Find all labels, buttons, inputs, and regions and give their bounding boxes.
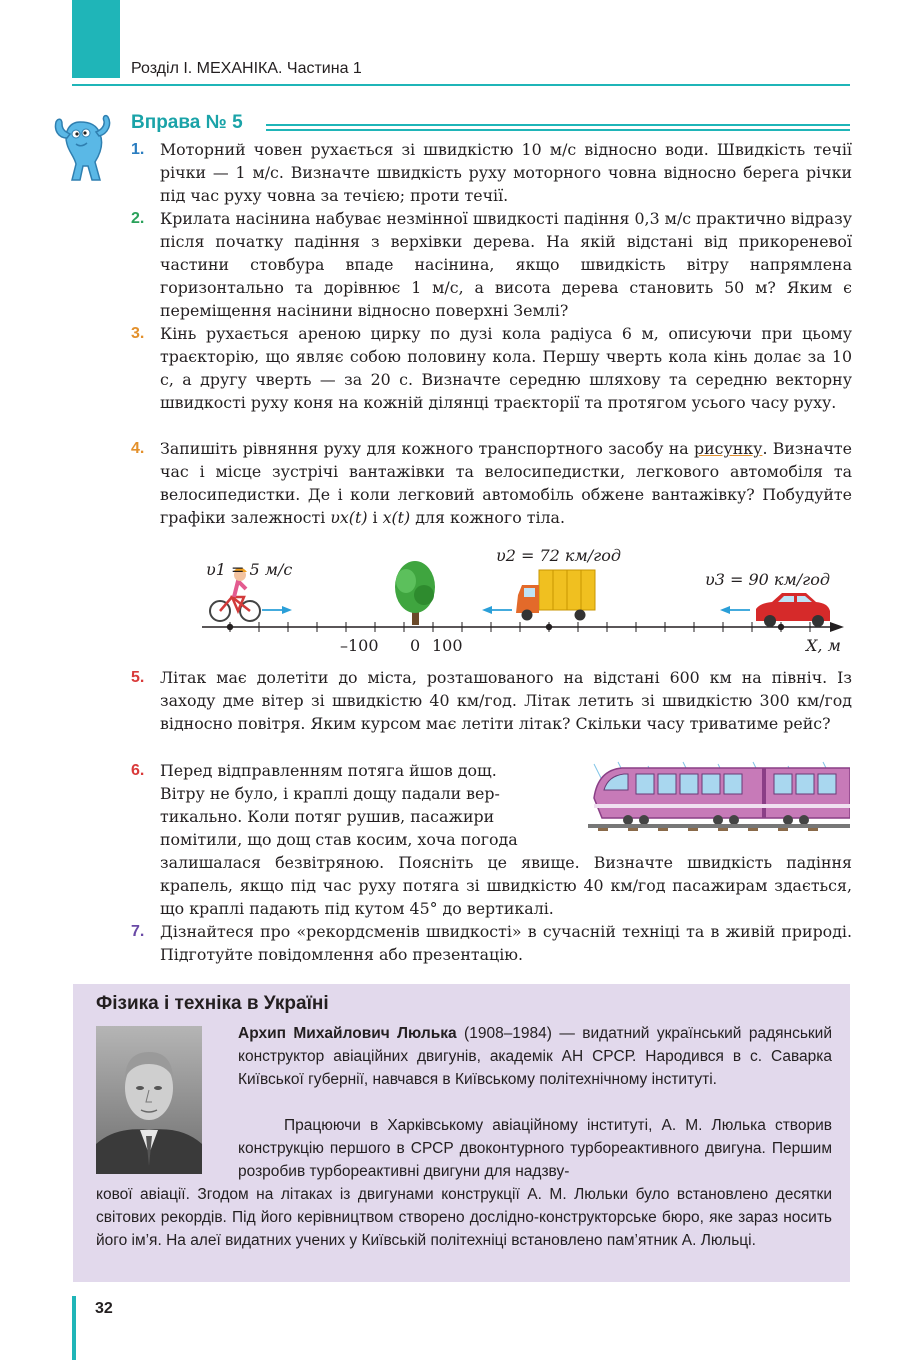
formula-x: x(t) (382, 508, 411, 527)
bio-paragraph-2: Працюючи в Харківському авіаційному інституті, А. М. Люлька створив конструкцію першого в СРСР двоконтурного турбореактивного двигуна. Першим розробив турбореактивні двигуни для надзву- (238, 1117, 832, 1180)
bio-paragraph-3: кової авіації. Згодом на літаках із двигунами конструкції А. М. Люльки було встановлено десятки світових рекордів. Під його керівництвом створено дослідно-конструкторське бюро, яке зараз носить його ім’я. На алеї видатних учених у Київській політехніці встановлено пам’ятник А. Люльці. (96, 1186, 832, 1249)
tick-label-100: 100 (432, 636, 463, 655)
bio-name: Архип Михайлович Люлька (238, 1025, 457, 1042)
item-4-part-c: і (367, 508, 383, 527)
item-6-line-2: Вітру не було, і краплі дощу падали вер- (160, 784, 500, 803)
x-axis-arrow (830, 622, 844, 632)
axis-label: X, м (806, 636, 841, 655)
item-number-6: 6. (131, 762, 145, 779)
bio-paragraph-1 (238, 1022, 832, 1091)
axis-ticks (230, 622, 810, 632)
item-text-6-rest: залишалася безвітряною. Поясніть це явище. Визначте швидкість падіння крапель, якщо під час руху потяга зі швидкістю 40 км/год пасажирам здається, що краплі падають під кутом 45° до вертикалі. (160, 853, 852, 918)
footer-bar (72, 1296, 76, 1360)
bio-p1: (1908–1984) — видатний український радянський конструктор авіаційних двигунів, академік АН СРСР. Народився в с. Саварка Київської губернії, навчався в Київському політехнічному інституті. (238, 1025, 832, 1088)
page-number: 32 (95, 1300, 113, 1317)
item-number-2: 2. (131, 210, 145, 227)
item-text-5: Літак має долетіти до міста, розташованого на відстані 600 км на північ. Із заходу дме вітер зі швидкістю 40 км/год. Літак летить зі швидкістю 300 км/год відносно повітря. Яким курсом має летіти літак? Скільки часу триватиме рейс? (160, 668, 852, 733)
item-4-part-a: Запишіть рівняння руху для кожного транспортного засобу на (160, 439, 694, 458)
mascot-icon (50, 108, 120, 186)
item-6-line-3: тикально. Коли потяг рушив, пасажири (160, 807, 495, 826)
truck-icon (516, 570, 595, 621)
title-rule-top (266, 124, 850, 126)
motion-diagram (200, 545, 852, 657)
formula-vx: υx(t) (330, 508, 368, 527)
item-4-part-b: . Визначте час і місце зустрічі вантажівки та велосипедистки, легкового автомобіля та велосипедистки. Де і коли легковий автомобіль обжене вантажівку? Побудуйте графіки залежності (160, 439, 852, 527)
item-text-2: Крилата насінина набуває незмінної швидкості падіння 0,3 м/с практично відразу після початку падіння з верхівки дерева. На якій відстані від прикореневої частини стовбура впаде насінина, якщо швидкість вітру напрямлена горизонтально та дорівнює 1 м/с, а висота дерева становить 50 м? Яким є переміщення насінини відносно поверхні Землі? (160, 209, 852, 320)
info-box-title: Фізика і техніка в Україні (96, 993, 329, 1014)
item-text-6-lines (160, 759, 580, 851)
header-rule (72, 84, 850, 86)
car-icon (756, 593, 830, 627)
portrait-photo (96, 1026, 202, 1174)
item-4-part-d: для кожного тіла. (410, 508, 565, 527)
item-text-3: Кінь рухається ареною цирку по дузі кола радіуса 6 м, описуючи при цьому траєкторію, що являє собою половину кола. Першу чверть кола кінь долає за 10 с, а другу чверть — за 20 с. Визначте середню шляхову та середню векторну швидкості руху коня на кожній ділянці траєкторії та протягом усього часу руху. (160, 324, 852, 412)
v3-label: υ3 = 90 км/год (705, 570, 830, 589)
item-number-7: 7. (131, 923, 145, 940)
item-6-line-1: Перед відправленням потяга йшов дощ. (160, 761, 497, 780)
section-header: Розділ І. МЕХАНІКА. Частина 1 (131, 60, 362, 77)
item-text-1: Моторний човен рухається зі швидкістю 10 м/с відносно води. Швидкість течії річки — 1 м/с. Визначте швидкість руху моторного човна відносно берега річки під час руху човна за течією; проти течії. (160, 140, 852, 205)
train-illustration (588, 760, 850, 832)
item-number-3: 3. (131, 325, 145, 342)
title-rule-bottom (266, 129, 850, 131)
tick-label-minus100: –100 (340, 636, 379, 655)
item-text-7: Дізнайтеся про «рекордсменів швидкості» в сучасній техніці та в живій природі. Підготуйте повідомлення або презентацію. (160, 922, 852, 964)
exercise-title: Вправа № 5 (131, 112, 243, 133)
v2-label: υ2 = 72 км/год (496, 546, 621, 565)
item-text-4 (160, 437, 852, 529)
item-number-4: 4. (131, 440, 145, 457)
item-6-line-4: помітили, що дощ став косим, хоча погода (160, 830, 518, 849)
v1-label: υ1 = 5 м/с (206, 560, 293, 579)
tree-icon (395, 561, 435, 625)
figure-link[interactable]: рисунку (693, 439, 763, 458)
header-tab (72, 0, 120, 78)
tick-label-0: 0 (410, 636, 421, 655)
item-number-1: 1. (131, 141, 145, 158)
item-number-5: 5. (131, 669, 145, 686)
